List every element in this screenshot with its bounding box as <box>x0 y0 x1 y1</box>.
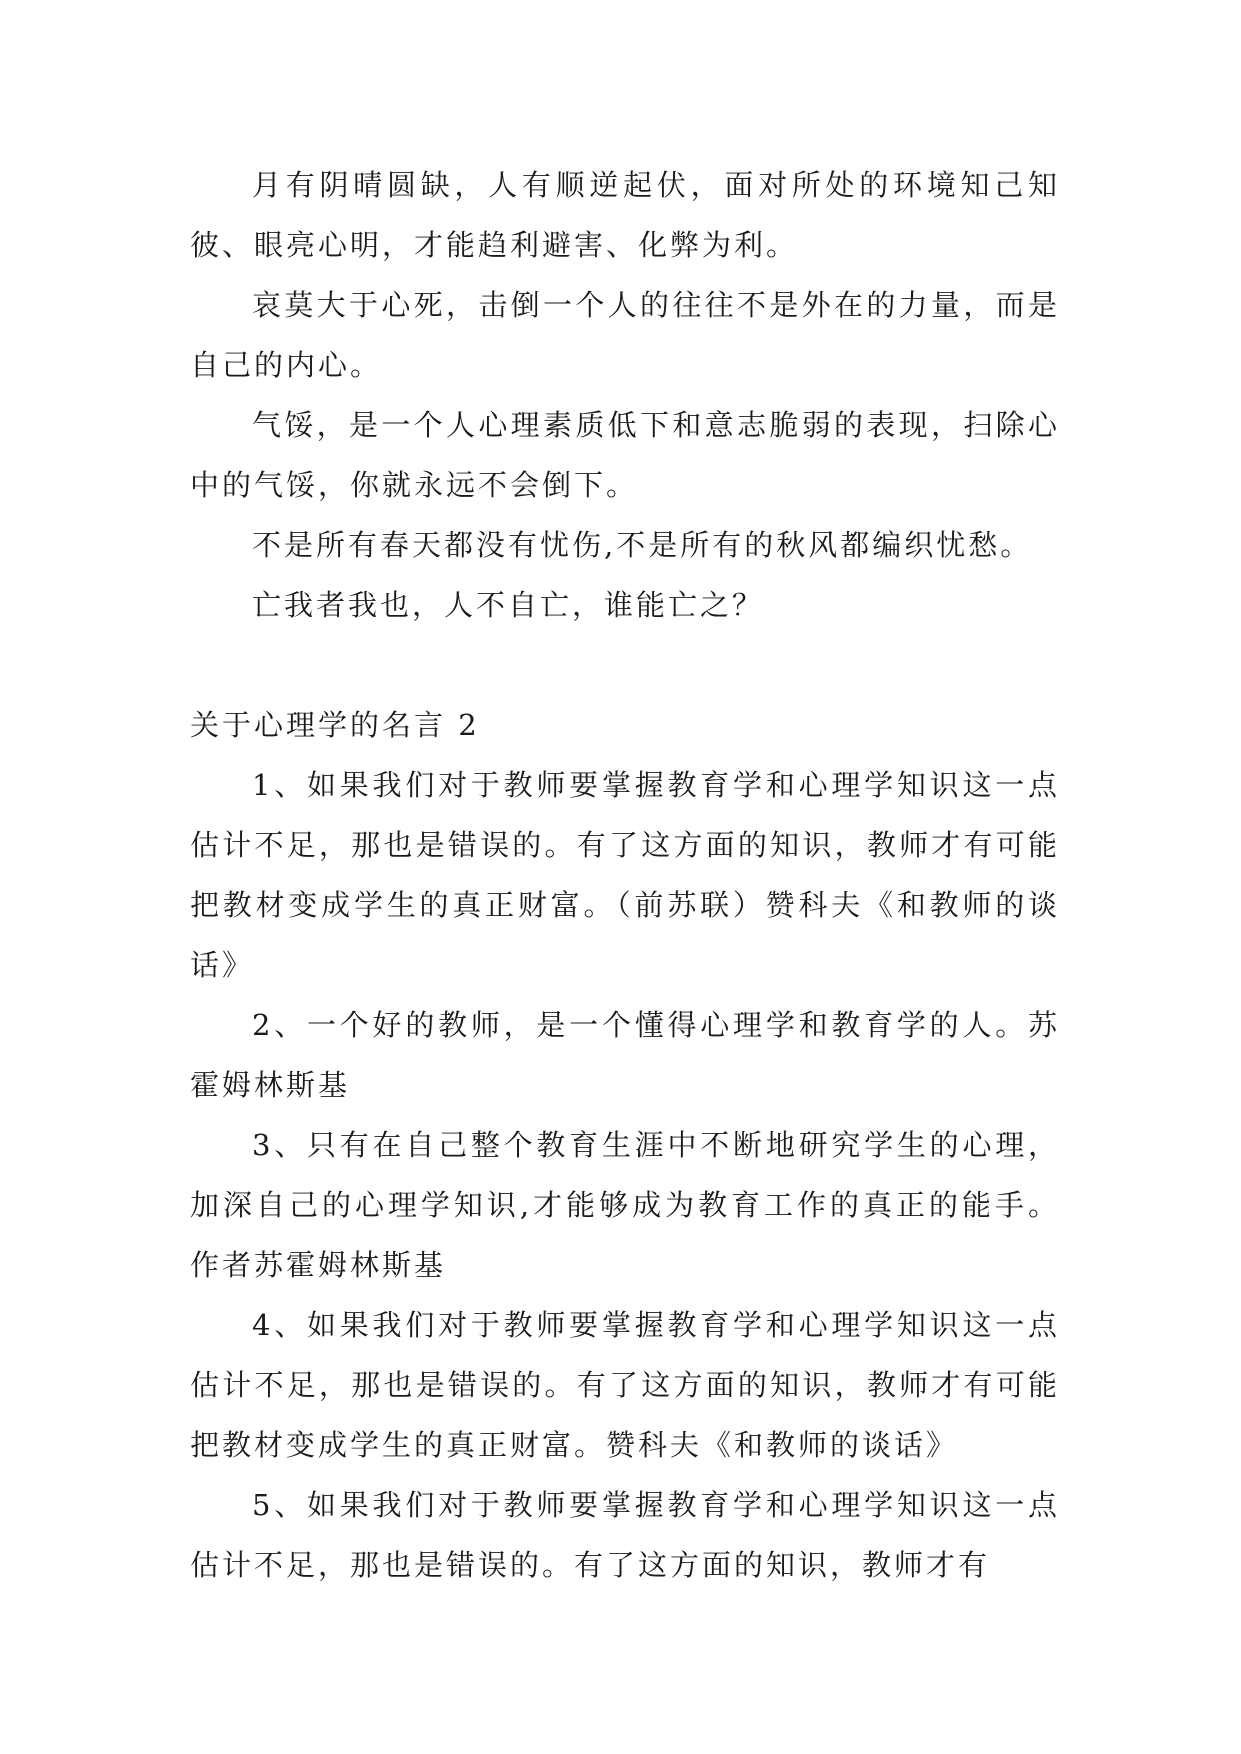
document-body <box>190 155 1060 1595</box>
paragraph: 月有阴晴圆缺，人有顺逆起伏，面对所处的环境知己知彼、眼亮心明，才能趋利避害、化弊为利。 <box>190 168 1060 262</box>
quote-item: 3、只有在自己整个教育生涯中不断地研究学生的心理，加深自己的心理学知识,才能够成为教育工作的真正的能手。作者苏霍姆林斯基 <box>190 1128 1060 1282</box>
paragraph: 气馁，是一个人心理素质低下和意志脆弱的表现，扫除心中的气馁，你就永远不会倒下。 <box>190 408 1060 502</box>
quote-item: 1、如果我们对于教师要掌握教育学和心理学知识这一点估计不足，那也是错误的。有了这方面的知识，教师才有可能把教材变成学生的真正财富。（前苏联）赞科夫《和教师的谈话》 <box>190 768 1060 982</box>
quote-item: 5、如果我们对于教师要掌握教育学和心理学知识这一点估计不足，那也是错误的。有了这方面的知识，教师才有 <box>190 1488 1060 1582</box>
quote-item: 2、一个好的教师，是一个懂得心理学和教育学的人。苏霍姆林斯基 <box>190 1008 1060 1102</box>
quote-item: 4、如果我们对于教师要掌握教育学和心理学知识这一点估计不足，那也是错误的。有了这方面的知识，教师才有可能把教材变成学生的真正财富。赞科夫《和教师的谈话》 <box>190 1308 1060 1462</box>
paragraph: 哀莫大于心死，击倒一个人的往往不是外在的力量，而是自己的内心。 <box>190 288 1060 382</box>
paragraph: 亡我者我也，人不自亡，谁能亡之？ <box>252 588 765 622</box>
section-heading: 关于心理学的名言 2 <box>190 708 480 742</box>
paragraph: 不是所有春天都没有忧伤,不是所有的秋风都编织忧愁。 <box>252 528 1033 562</box>
